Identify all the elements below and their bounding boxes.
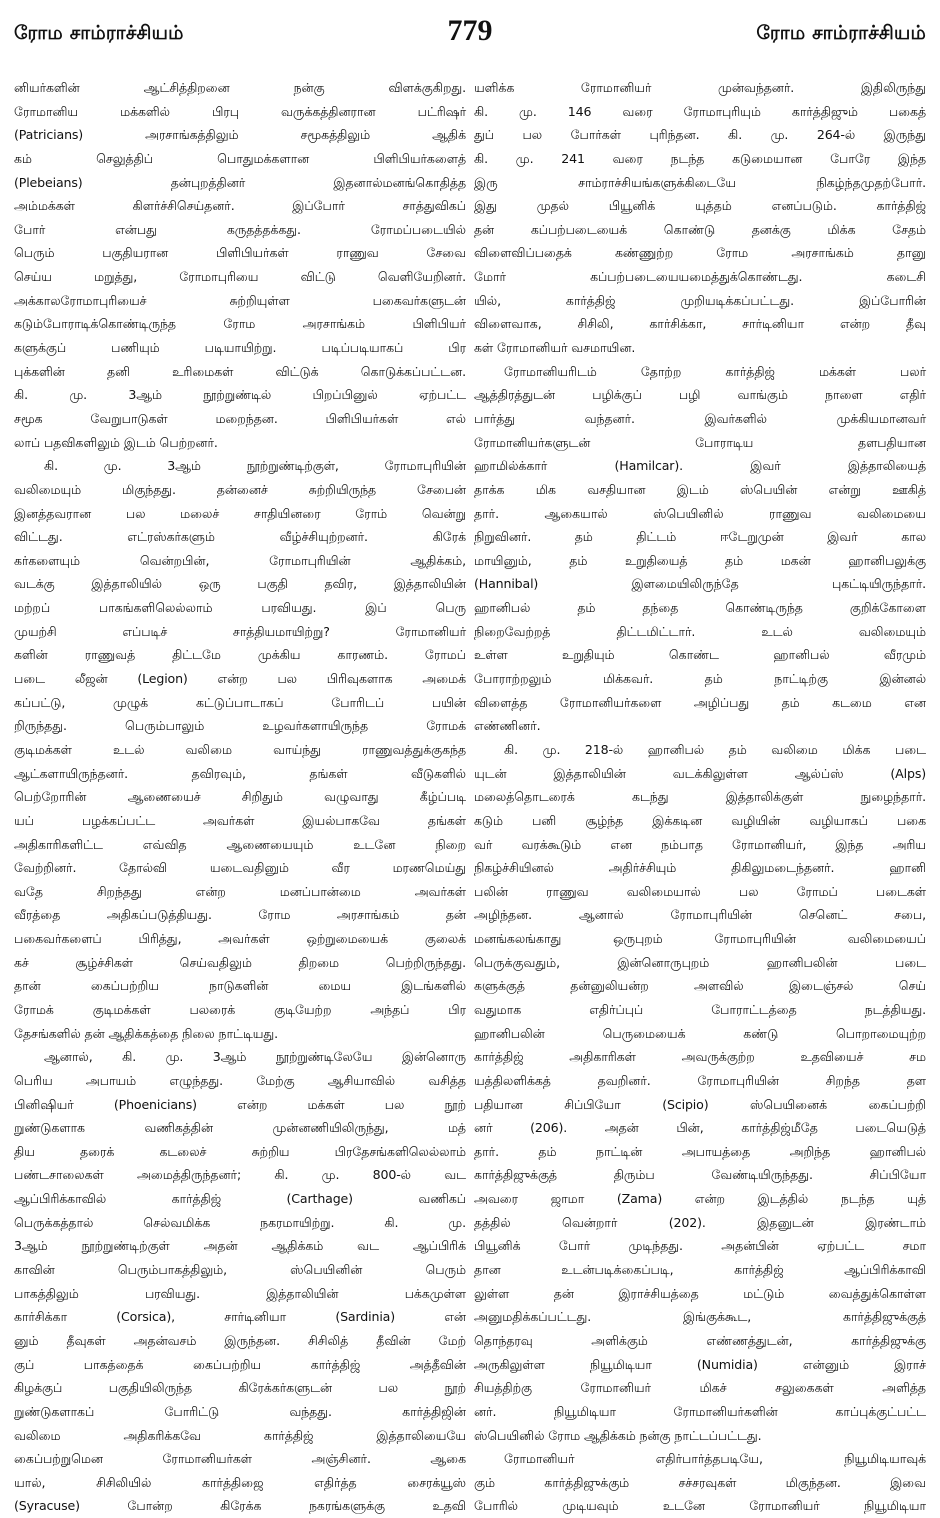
right-column [474, 76, 926, 1514]
text-line: னர். நியூமிடியா ரோமானியர்களின் காப்புக்குட்பட்ட [474, 1403, 926, 1419]
text-line: ஆனால், கி. மு. 3ஆம் நூற்றுண்டிலேயே இன்னொரு [44, 1049, 466, 1065]
text-line: கி. மு. 3ஆம் நூற்றுண்டில் பிறப்பினுல் ஏற்பட்ட [14, 387, 466, 403]
text-line: அழிந்தன. ஆனால் ரோமாபுரியின் செனெட் சபை, [474, 907, 926, 923]
text-line: கிழக்குப் பகுதியிலிருந்த கிரேக்கர்களுடன் பல நூற் [14, 1380, 466, 1396]
text-line: தான் கைப்பற்றிய நாடுகளின் மைய இடங்களில் [14, 978, 466, 994]
text-line: மலைத்தொடரைக் கடந்து இத்தாலிக்குள் நுழைந்தார். [474, 789, 926, 805]
text-line: லுள்ள தன் இராச்சியத்தை மட்டும் வைத்துக்கொள்ள [474, 1285, 926, 1301]
text-line: மனங்கலங்காது ஒருபுறம் ரோமாபுரியின் வலிமையைப் [474, 931, 926, 947]
text-line: கார்த்திஜுக்குத் திரும்ப வேண்டியிருந்தது. சிப்பியோ [474, 1167, 926, 1183]
text-line: கம் செலுத்திப் பொதுமக்களான பிளிபியர்களைத் [14, 150, 466, 166]
text-line: வதுமாக எதிர்ப்புப் போராட்டத்தை நடத்தியது. [474, 1001, 926, 1017]
text-line: கடும் பனி சூழ்ந்த இக்கடின வழியின் வழியாகப் பகை [474, 812, 926, 828]
text-line: யத்திலளிக்கத் தவறினர். ரோமாபுரியின் சிறந்த தள [474, 1072, 926, 1088]
text-line: தத்தில் வென்றார் (202). இதனுடன் இரண்டாம் [474, 1214, 926, 1230]
text-line: பாகத்திலும் பரவியது. இத்தாலியின் பக்கமுள்ள [14, 1285, 466, 1301]
text-line: வதே சிறந்தது என்ற மனப்பான்மை அவர்கள் [14, 883, 466, 899]
text-line: றிருந்தது. பெரும்பாலும் உழவர்களாயிருந்த ரோமக் [14, 718, 466, 734]
text-line: கி. மு. 146 வரை ரோமாபுரியும் கார்த்திஜும் பகைத் [474, 103, 926, 119]
text-line: ஆப்பிரிக்காவில் கார்த்திஜ் (Carthage) வணிகப் [14, 1191, 466, 1207]
text-line: பதியான சிப்பியோ (Scipio) ஸ்பெயினைக் கைப்பற்றி [474, 1096, 926, 1112]
text-line: சியத்திற்கு ரோமானியர் மிகச் சலுகைகள் அளித்த [474, 1380, 926, 1396]
text-line: யால், சிசிலியில் கார்த்திஜை எதிர்த்த சைரக்யூஸ் [14, 1474, 466, 1490]
left-column [14, 76, 466, 1514]
text-line: திய தரைக் கடலைச் சுற்றிய பிரதேசங்களிலெல்லாம் [14, 1143, 466, 1159]
text-line: (Syracuse) போன்ற கிரேக்க நகரங்களுக்கு உதவி [14, 1498, 466, 1514]
text-line: தார். தம் நாட்டின் அபாயத்தை அறிந்த ஹானிபல் [474, 1143, 926, 1159]
text-line: கைப்பற்றுமென ரோமானியர்கள் அஞ்சினர். ஆகை [14, 1451, 466, 1467]
text-line: ரோமானியரிடம் தோற்ற கார்த்திஜ் மக்கள் பலர் [504, 363, 926, 379]
text-line: பினிஷியர் (Phoenicians) என்ற மக்கள் பல நூற் [14, 1096, 466, 1112]
text-line: னியர்களின் ஆட்சித்திறனை நன்கு விளக்குகிறது. [14, 80, 466, 95]
text-line: கச் சூழ்ச்சிகள் செய்வதிலும் திறமை பெற்றிருந்தது. [14, 954, 466, 970]
text-line: பலின் ராணுவ வலிமையால் பல ரோமப் படைகள் [474, 883, 926, 899]
text-line: எண்ணினர். [474, 718, 541, 734]
text-line: னும் தீவுகள் அதன்வசம் இருந்தன. சிசிலித் தீவின் மேற் [14, 1332, 466, 1348]
text-line: யளிக்க ரோமானியர் முன்வந்தனர். இதிலிருந்து [474, 80, 926, 95]
text-line: நிறைவேற்றத் திட்டமிட்டார். உடல் வலிமையும் [474, 623, 926, 639]
text-line: வர் வரக்கூடும் என நம்பாத ரோமானியர், இந்த அரிய [474, 836, 926, 852]
text-line: துப் பல போர்கள் புரிந்தன. கி. மு. 264-ல் இருந்து [474, 127, 926, 143]
text-line: மற்றப் பாகங்களிலெல்லாம் பரவியது. இப் பெரு [14, 600, 466, 616]
text-line: கப்பட்டு, முழுக் கட்டுப்பாடாகப் போரிடப் பயின் [14, 694, 466, 710]
text-line: காவின் பெரும்பாகத்திலும், ஸ்பெயினின் பெரும் [14, 1262, 466, 1278]
text-line: வலிமை அதிகரிக்கவே கார்த்திஜ் இத்தாலியையே [14, 1427, 466, 1443]
text-line: குடிமக்கள் உடல் வலிமை வாய்ந்து ராணுவத்துக்குகந்த [14, 741, 466, 757]
text-line: தேசங்களில் தன் ஆதிக்கத்தை நிலை நாட்டியது. [14, 1025, 279, 1041]
text-line: (Hannibal) இளமையிலிருந்தே புகட்டியிருந்தார். [474, 576, 926, 592]
text-line: ரோமானியர்களுடன் போராடிய தளபதியான [474, 434, 926, 450]
text-line: போரில் முடியவும் உடனே ரோமானியர் நியூமிடியா [474, 1498, 926, 1514]
text-line: மோர் கப்பற்படையையமைத்துக்கொண்டது. கடைசி [474, 269, 926, 285]
text-line: (Plebeians) தன்புறத்தினர் இதனால்மனங்கொதித்த [14, 174, 466, 190]
text-line: (Patricians) அரசாங்கத்திலும் சமூகத்திலும் ஆதிக் [14, 127, 466, 143]
text-line: அக்காலரோமாபுரியைச் சுற்றியுள்ள பகைவர்களுடன் [14, 292, 466, 308]
text-line: இது முதல் பியூனிக் யுத்தம் எனப்படும். கார்த்திஜ் [474, 198, 926, 214]
text-line: பெருக்குவதும், இன்னொருபுறம் ஹானிபலின் படை [474, 954, 926, 970]
text-line: அருகிலுள்ள நியூமிடியா (Numidia) என்னும் இராச் [474, 1356, 926, 1372]
text-line: பார்த்து வந்தனர். இவர்களில் முக்கியமானவர் [474, 410, 926, 426]
text-line: நிறுவினர். தம் திட்டம் ஈடேறுமுன் இவர் கால [474, 529, 926, 545]
text-line: ஹாமில்க்கார் (Hamilcar). இவர் இத்தாலியைத் [474, 458, 926, 474]
text-line: முயற்சி எப்படிச் சாத்தியமாயிற்று? ரோமானியர் [14, 623, 466, 639]
text-line: குப் பாகத்தைக் கைப்பற்றிய கார்த்திஜ் அத்தீவின் [14, 1356, 466, 1372]
text-line: யில், கார்த்திஜ் முறியடிக்கப்பட்டது. இப்போரின் [474, 292, 926, 308]
text-line: ஹானிபல் தம் தந்தை கொண்டிருந்த குறிக்கோளை [474, 600, 926, 616]
text-line: பெரிய அபாயம் எழுந்தது. மேற்கு ஆசியாவில் வசித்த [14, 1072, 466, 1088]
text-line: லாப் பதவிகளிலும் இடம் பெற்றனர். [14, 434, 218, 450]
text-line: அனுமதிக்கப்பட்டது. இங்குக்கூட, கார்த்திஜுக்குத் [474, 1309, 926, 1325]
text-line: தாக்க மிக வசதியான இடம் ஸ்பெயின் என்று ஊகித் [474, 481, 926, 497]
text-line: ரோமானியர் எதிர்பார்த்தபடியே, நியூமிடியாவுக் [504, 1451, 926, 1467]
text-line: வேற்றினர். தோல்வி யடைவதினும் வீர மரணமெய்து [14, 860, 466, 876]
text-line: சமூக வேறுபாடுகள் மறைந்தன. பிளிபியர்கள் எல் [14, 410, 466, 426]
text-line: விளைத்த ரோமானியர்களை அழிப்பது தம் கடமை என [474, 694, 926, 710]
page-header [0, 0, 940, 56]
text-line: பெற்றோரின் ஆணையைச் சிறிதும் வழுவாது கீழ்ப்படி [14, 789, 466, 805]
text-line: களின் ராணுவத் திட்டமே முக்கிய காரணம். ரோமப் [14, 647, 466, 663]
text-line: அவரை ஜாமா (Zama) என்ற இடத்தில் நடந்த யுத் [474, 1191, 926, 1207]
text-line: யுடன் இத்தாலியின் வடக்கிலுள்ள ஆல்ப்ஸ் (Alps) [474, 765, 926, 781]
text-line: களுக்குப் பணியும் படியாயிற்று. படிப்படியாகப் பிர [14, 340, 466, 356]
text-line: கள் ரோமானியர் வசமாயின. [474, 340, 636, 356]
text-line: இரு சாம்ராச்சியங்களுக்கிடையே நிகழ்ந்தமுதற்போர். [474, 174, 926, 190]
text-line: களுக்குத் தன்னுலியன்ற அளவில் இடைஞ்சல் செய் [474, 978, 926, 994]
text-line: தார். ஆகையால் ஸ்பெயினில் ராணுவ வலிமையை [474, 505, 926, 521]
text-line: ரோமக் குடிமக்கள் பலரைக் குடியேற்ற அந்தப் பிர [14, 1001, 466, 1017]
text-line: விளைவாக, சிசிலி, கார்சிக்கா, சார்டினியா என்ற தீவு [474, 316, 926, 332]
text-line: ஆத்திரத்துடன் பழிக்குப் பழி வாங்கும் நாளை எதிர் [474, 387, 926, 403]
text-line: பகைவர்களைப் பிரித்து, அவர்கள் ஒற்றுமையைக் குலைக் [14, 931, 466, 947]
text-line: ஸ்பெயினில் ரோம ஆதிக்கம் நன்கு நாட்டப்பட்டது. [474, 1427, 762, 1443]
text-line: மாயினும், தம் உறுதியைத் தம் மகன் ஹானிபலுக்கு [474, 552, 926, 568]
text-line: கி. மு. 241 வரை நடந்த கடுமையான போரே இந்த [474, 150, 926, 166]
text-line: கி. மு. 218-ல் ஹானிபல் தம் வலிமை மிக்க படை [504, 741, 926, 757]
text-line: தன் கப்பற்படையைக் கொண்டு தனக்கு மிக்க சேதம் [474, 221, 926, 237]
text-line: பெரும் பகுதியரான பிளிபியர்கள் ராணுவ சேவை [14, 245, 466, 261]
text-line: பண்டசாலைகள் அமைத்திருந்தனர்; கி. மு. 800-ல் வட [14, 1167, 466, 1183]
text-line: கார்த்திஜ் அதிகாரிகள் அவருக்குற்ற உதவியைச் சம [474, 1049, 926, 1065]
text-line: கடும்போராடிக்கொண்டிருந்த ரோம அரசாங்கம் பிளிபியர் [14, 316, 466, 332]
text-line: விளைவிப்பதைக் கண்ணுற்ற ரோம அரசாங்கம் தானு [474, 245, 926, 261]
text-line: றுண்டுகளாக வணிகத்தின் முன்னணியிலிருந்து, மத் [14, 1120, 466, 1136]
page-number: 779 [447, 14, 493, 47]
text-line: பெருக்கத்தால் செல்வமிக்க நகரமாயிற்று. கி. மு. [14, 1214, 466, 1230]
text-line: போர் என்பது கருதத்தக்கது. ரோமப்படையில் [14, 221, 466, 237]
text-line: ஹானிபலின் பெருமையைக் கண்டு பொறாமையுற்ற [474, 1025, 926, 1041]
text-line: விட்டது. எட்ரஸ்கர்களும் வீழ்ச்சியுற்றனர். கிரேக் [14, 529, 466, 545]
text-line: நிகழ்ச்சியினல் அதிர்ச்சியும் திகிலுமடைந்தனர். ஹானி [474, 860, 926, 876]
text-line: னர் (206). அதன் பின், கார்த்திஜ்மீதே படையெடுத் [474, 1120, 926, 1136]
text-line: ஆட்களாயிருந்தனர். தவிரவும், தங்கள் வீடுகளில் [14, 765, 466, 781]
text-line: யப் பழக்கப்பட்ட அவர்கள் இயல்பாகவே தங்கள் [14, 812, 466, 828]
text-line: கி. மு. 3ஆம் நூற்றுண்டிற்குள், ரோமாபுரியின் [44, 458, 466, 474]
text-line: றுண்டுகளாகப் போரிட்டு வந்தது. கார்த்திஜின் [14, 1403, 466, 1419]
text-line: போராற்றலும் மிக்கவர். தம் நாட்டிற்கு இன்னல் [474, 671, 926, 687]
text-line: தான உடன்படிக்கைப்படி, கார்த்திஜ் ஆப்பிரிக்காவி [474, 1262, 926, 1278]
running-head-left: ரோம சாம்ராச்சியம் [14, 22, 184, 44]
text-line: படை லீஜன் (Legion) என்ற பல பிரிவுகளாக அமைக் [14, 671, 466, 687]
text-line: தொந்தரவு அளிக்கும் எண்ணத்துடன், கார்த்திஜுக்கு [474, 1332, 926, 1348]
text-line: வலிமையும் மிகுந்தது. தன்னைச் சுற்றியிருந்த சேபைன் [14, 481, 466, 497]
text-line: செய்ய மறுத்து, ரோமாபுரியை விட்டு வெளியேறினர். [14, 269, 466, 285]
text-line: கார்சிக்கா (Corsica), சார்டினியா (Sardinia) என் [14, 1309, 466, 1325]
text-line: உள்ள உறுதியும் கொண்ட ஹானிபல் வீரமும் [474, 647, 926, 663]
running-head-right: ரோம சாம்ராச்சியம் [756, 22, 926, 44]
text-line: ரோமானிய மக்களில் பிரபு வருக்கத்தினரான பட்ரிஷர் [14, 103, 466, 119]
text-line: அதிகாரிகளிட்ட எவ்வித ஆணையையும் உடனே நிறை [14, 836, 466, 852]
text-line: பியூனிக் போர் முடிந்தது. அதன்பின் ஏற்பட்ட சமா [474, 1238, 926, 1254]
text-line: புக்களின் தனி உரிமைகள் விட்டுக் கொடுக்கப்பட்டன. [14, 363, 466, 379]
text-line: வடக்கு இத்தாலியில் ஒரு பகுதி தவிர, இத்தாலியின் [14, 576, 466, 592]
text-line: கர்களையும் வென்றபின், ரோமாபுரியின் ஆதிக்கம், [14, 552, 466, 568]
text-line: வீரத்தை அதிகப்படுத்தியது. ரோம அரசாங்கம் தன் [14, 907, 466, 923]
text-line: 3ஆம் நூற்றுண்டிற்குள் அதன் ஆதிக்கம் வட ஆப்பிரிக் [14, 1238, 466, 1254]
text-line: கும் கார்த்திஜுக்கும் சச்சரவுகள் மிகுந்தன. இவை [474, 1474, 926, 1490]
text-line: இனத்தவரான பல மலைச் சாதியினரை ரோம் வென்று [14, 505, 466, 521]
text-line: அம்மக்கள் கிளர்ச்சிசெய்தனர். இப்போர் சாத்துவிகப் [14, 198, 466, 214]
